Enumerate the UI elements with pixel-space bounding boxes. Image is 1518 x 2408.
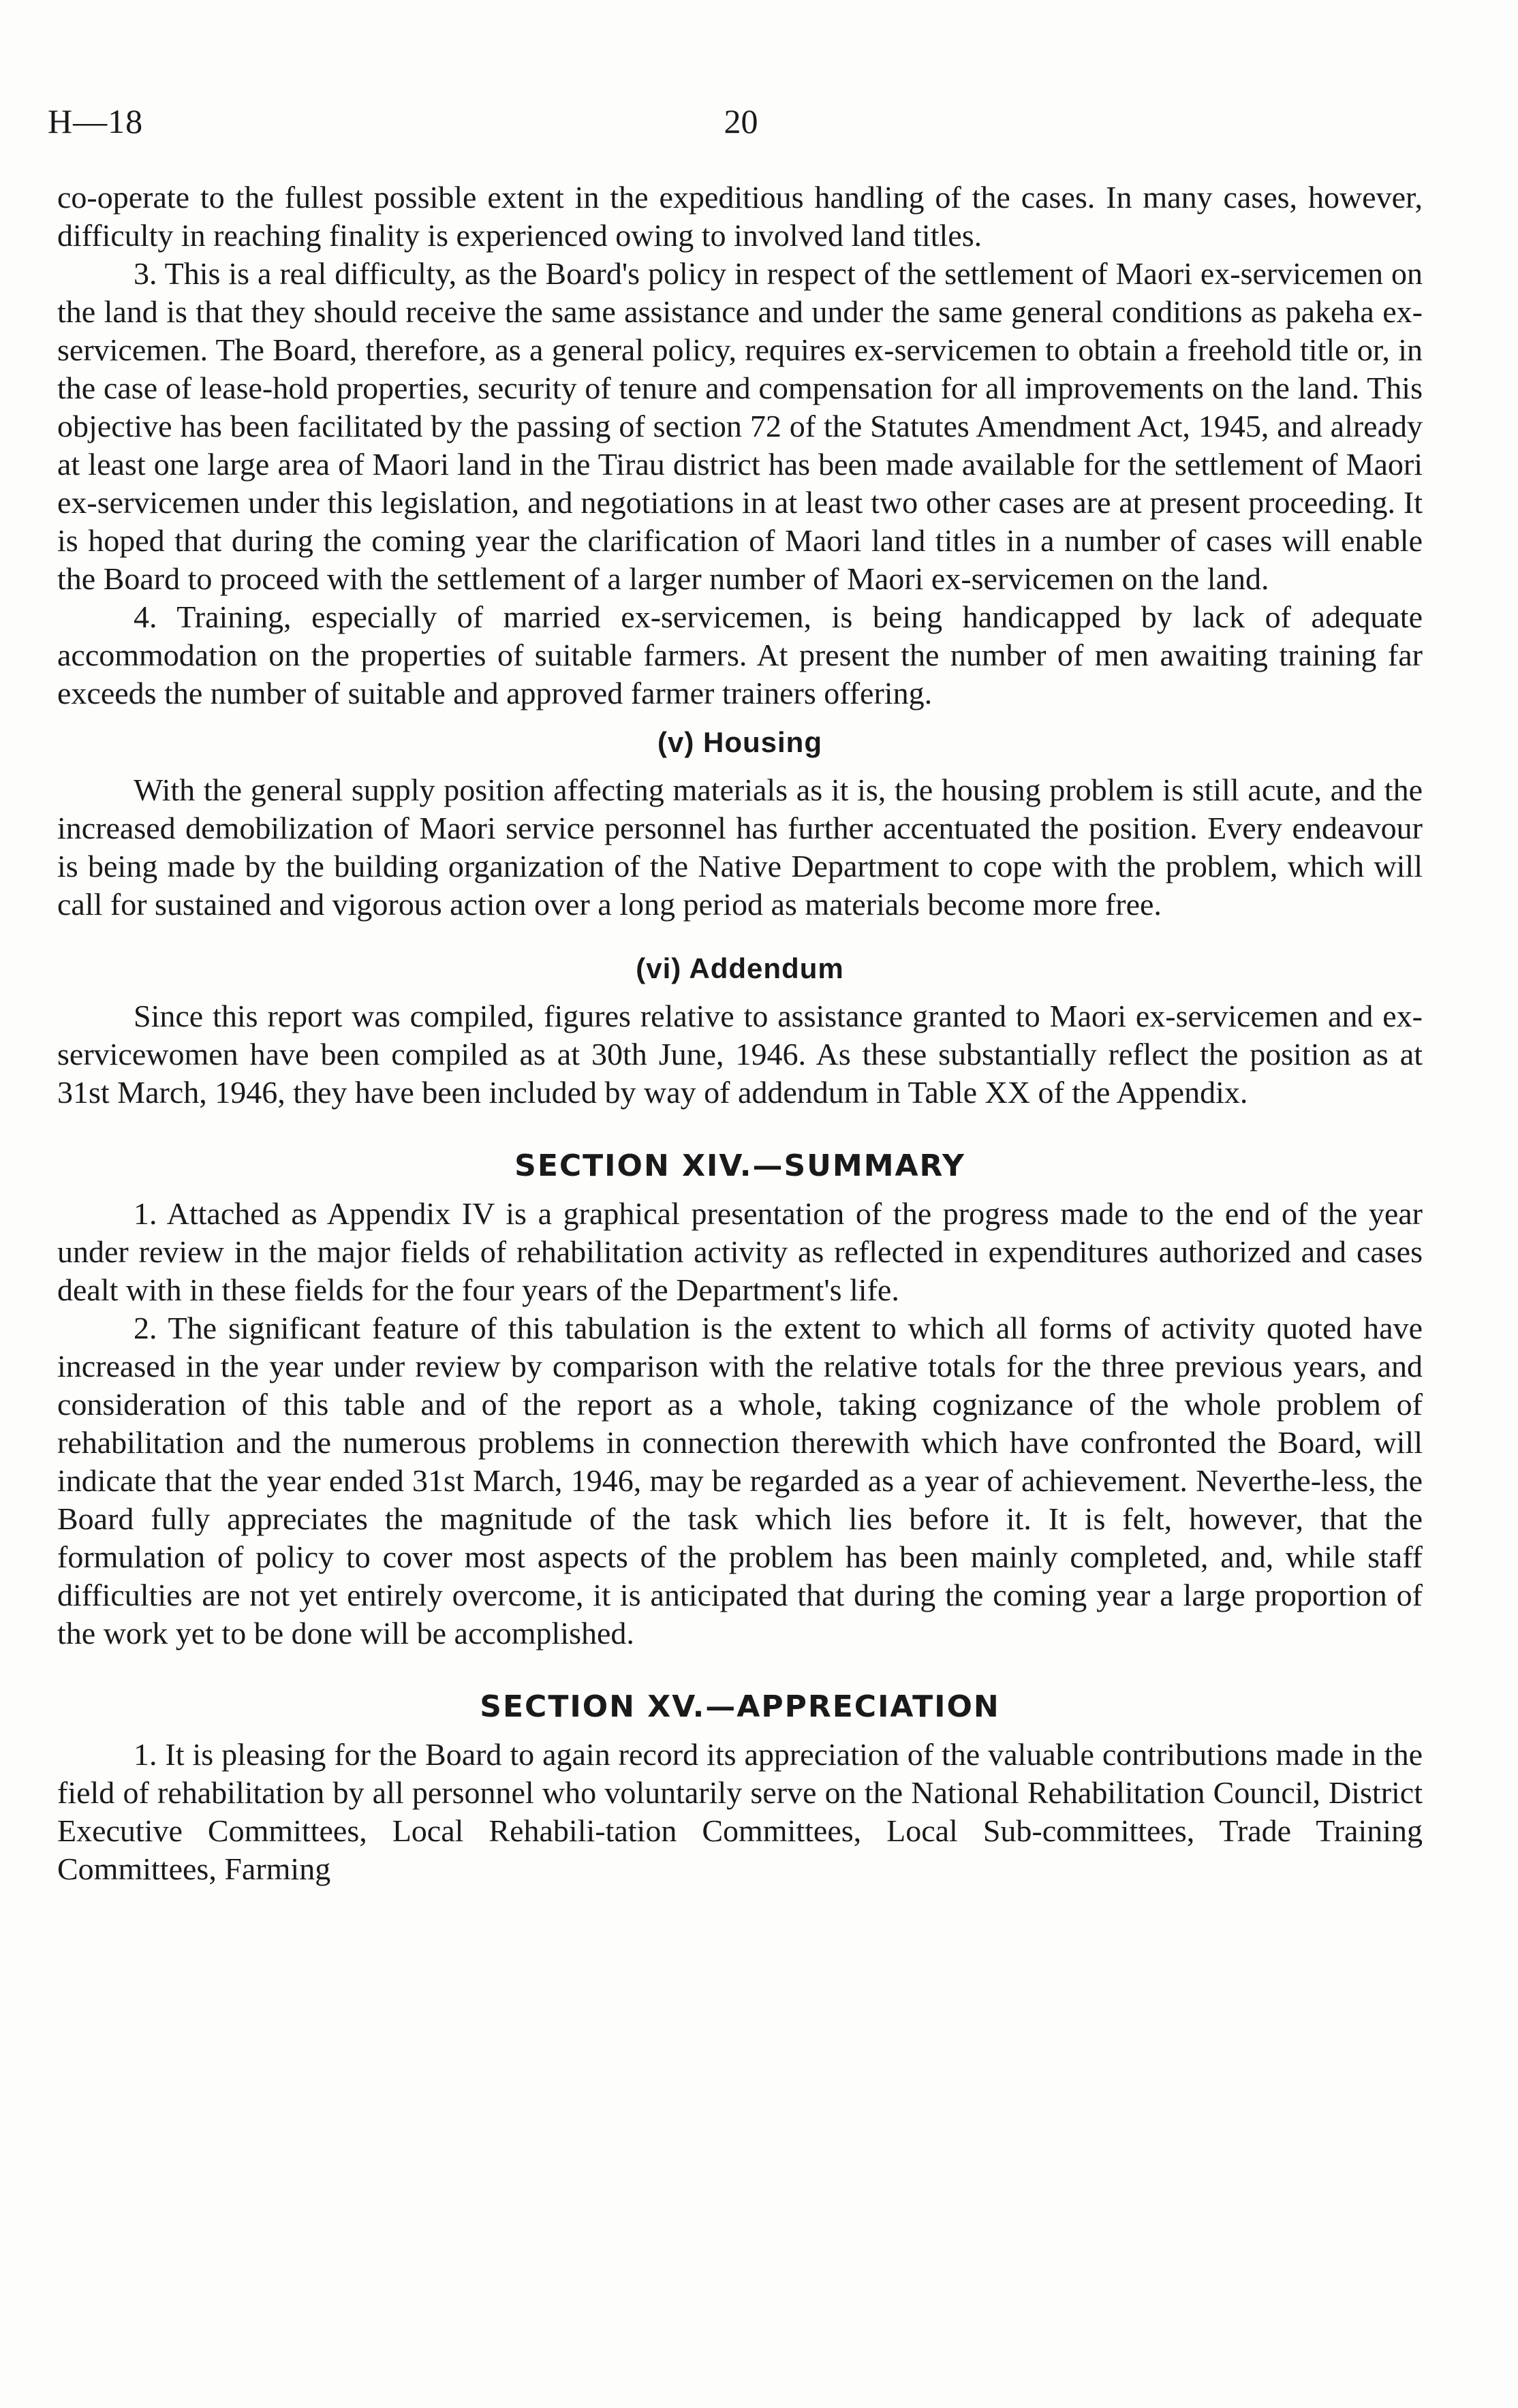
- appreciation-paragraph-1: 1. It is pleasing for the Board to again record its appreciation of the valuable contributions made in the field of rehabilitation by all personnel who voluntarily serve on the National Rehabilitation Council, District Executive Committees, Local Rehabili-tation Committees, Local Sub-committees, Trade Training Committees, Farming: [57, 1737, 1423, 1886]
- paragraph-continued: co-operate to the fullest possible extent in the expeditious handling of the cases. In many cases, however, difficulty in reaching finality is experienced owing to involved land titles.: [57, 180, 1423, 253]
- summary-paragraph-2: 2. The significant feature of this tabulation is the extent to which all forms of activity quoted have increased in the year under review by comparison with the relative totals for the three previous years, and consideration of this table and of the report as a whole, taking cognizance of the whole problem of rehabilitation and the numerous problems in connection therewith which have confronted the Board, will indicate that the year ended 31st March, 1946, may be regarded as a year of achievement. Neverthe-less, the Board fully appreciates the magnitude of the task which lies before it. It is felt, however, that the formulation of policy to cover most aspects of the problem has been mainly completed, and, while staff difficulties are not yet entirely overcome, it is anticipated that during the coming year a large proportion of the work yet to be done will be accomplished.: [57, 1311, 1423, 1651]
- section-xv-heading: SECTION XV.—APPRECIATION: [480, 1689, 1000, 1724]
- housing-paragraph: With the general supply position affecting materials as it is, the housing problem is still acute, and the increased demobilization of Maori service personnel has further accentuated the position. Every endeavour is being made by the building organization of the Native Department to cope with the problem, which will call for sustained and vigorous action over a long period as materials become more free.: [57, 772, 1423, 922]
- summary-paragraph-1: 1. Attached as Appendix IV is a graphical presentation of the progress made to the end of the year under review in the major fields of rehabilitation activity as reflected in expenditures authorized and cases dealt with in these fields for the four years of the Department's life.: [57, 1196, 1423, 1307]
- page-number: 20: [724, 102, 758, 140]
- running-header: [48, 94, 1434, 148]
- paragraph-4: 4. Training, especially of married ex-servicemen, is being handicapped by lack of adequate accommodation on the properties of suitable farmers. At present the number of men awaiting training far exceeds the number of suitable and approved farmer trainers offering.: [57, 599, 1423, 710]
- housing-heading: (v) Housing: [657, 726, 822, 758]
- document-body: [57, 178, 1423, 1888]
- addendum-paragraph: Since this report was compiled, figures relative to assistance granted to Maori ex-servicemen and ex-servicewomen have been compiled as at 30th June, 1946. As these substantially reflect the position as at 31st March, 1946, they have been included by way of addendum in Table XX of the Appendix.: [57, 999, 1423, 1110]
- paragraph-3: 3. This is a real difficulty, as the Board's policy in respect of the settlement of Maori ex-servicemen on the land is that they should receive the same assistance and under the same general conditions as pakeha ex-servicemen. The Board, therefore, as a general policy, requires ex-servicemen to obtain a freehold title or, in the case of lease-hold properties, security of tenure and compensation for all improvements on the land. This objective has been facilitated by the passing of section 72 of the Statutes Amendment Act, 1945, and already at least one large area of Maori land in the Tirau district has been made available for the settlement of Maori ex-servicemen under this legislation, and negotiations in at least two other cases are at present proceeding. It is hoped that during the coming year the clarification of Maori land titles in a number of cases will enable the Board to proceed with the settlement of a larger number of Maori ex-servicemen on the land.: [57, 256, 1423, 596]
- section-xiv-heading: SECTION XIV.—SUMMARY: [514, 1148, 965, 1183]
- document-code: H—18: [48, 102, 144, 140]
- addendum-heading: (vi) Addendum: [636, 952, 844, 984]
